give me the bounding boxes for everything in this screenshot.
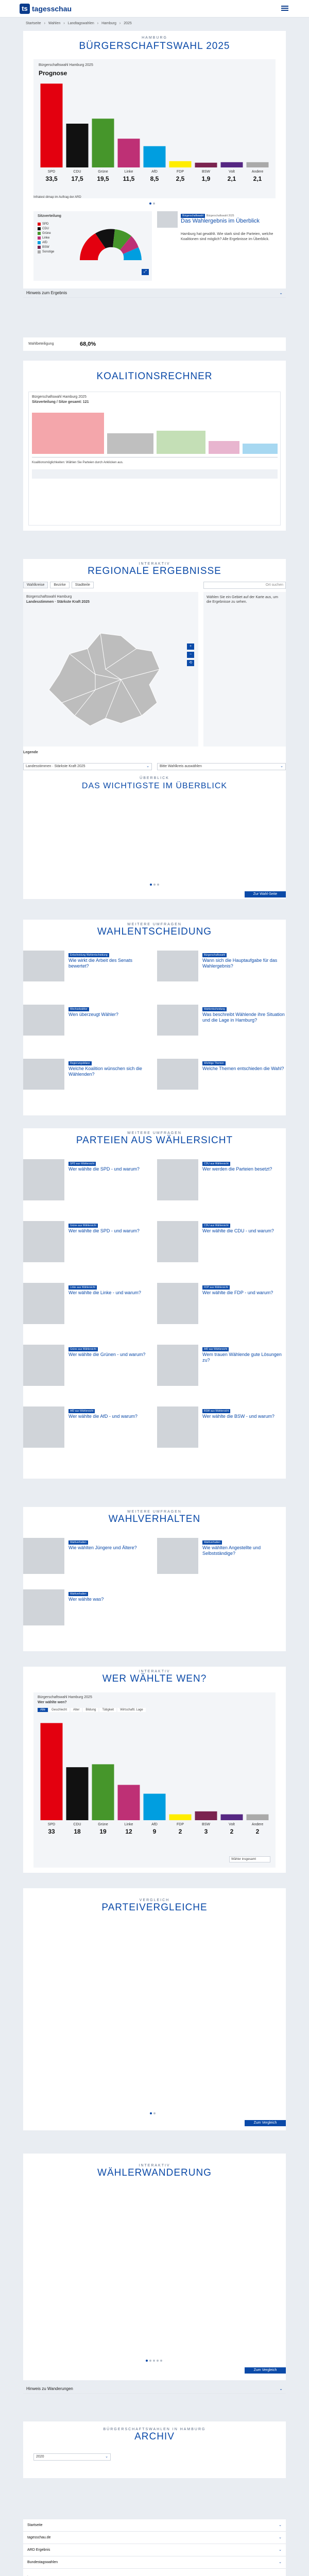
hamburg-map[interactable] bbox=[39, 613, 173, 736]
whowhom-bar-chart bbox=[39, 1717, 270, 1841]
article-kicker bbox=[68, 952, 109, 957]
regional-tabs bbox=[23, 582, 94, 588]
coalition-bar-afd[interactable] bbox=[243, 444, 278, 454]
result-bar-chart bbox=[39, 80, 270, 188]
breadcrumb: Startseite › Wahlen › Landtagswahlen › Hamburg › 2025 bbox=[26, 22, 132, 25]
carousel-dots[interactable] bbox=[149, 202, 155, 205]
article-image bbox=[157, 1406, 198, 1448]
article-image bbox=[23, 951, 64, 981]
breadcrumb-item[interactable]: Wahlen bbox=[48, 22, 61, 25]
map-info-panel bbox=[203, 592, 286, 747]
tab-alter[interactable]: Alter bbox=[71, 1708, 82, 1712]
footer-link-label: Startseite bbox=[27, 2523, 43, 2527]
archive-card bbox=[23, 2421, 286, 2478]
article-tag: Grüne aus Wählersicht bbox=[68, 1347, 98, 1351]
survey-kicker: WEITERE UMFRAGEN bbox=[127, 923, 182, 926]
bar-value: 19,5 bbox=[97, 175, 109, 182]
bar-label: Andere bbox=[251, 170, 264, 174]
article-tag: Regierungsbilanz bbox=[68, 1061, 92, 1065]
footer-link[interactable] bbox=[23, 2532, 286, 2544]
article-teaser[interactable] bbox=[23, 1283, 152, 1341]
bar-label: Andere bbox=[251, 1823, 264, 1826]
coalition-bar-cdu[interactable] bbox=[107, 433, 153, 454]
bar-value: 8,5 bbox=[150, 175, 159, 182]
coalition-title: KOALITIONSRECHNER bbox=[96, 371, 213, 382]
footer-link-label: Bundestagswahlen bbox=[27, 2561, 58, 2564]
whowhom-kicker: INTERAKTIV bbox=[139, 1670, 170, 1673]
bar-spd bbox=[41, 1723, 63, 1820]
article-image bbox=[23, 1005, 64, 1036]
article-tag: BSW aus Wählersicht bbox=[202, 1409, 230, 1413]
seat-panel bbox=[33, 211, 152, 281]
seat-semicircle bbox=[75, 222, 147, 263]
chevron-down-icon: ⌄ bbox=[146, 765, 149, 768]
migration-title: WÄHLERWANDERUNG bbox=[97, 2167, 212, 2178]
regional-kicker: INTERAKTIV bbox=[139, 562, 170, 566]
footer-link[interactable] bbox=[23, 2544, 286, 2556]
coalition-note: Koalitionsmöglichkeiten: Wählen Sie Parteien durch Anklicken aus. bbox=[32, 461, 124, 464]
article-tag: AfD aus Wählersicht bbox=[68, 1409, 95, 1413]
turnout-value: 68,0% bbox=[80, 341, 96, 347]
migration-button[interactable]: Zum Vergleich bbox=[245, 2367, 286, 2374]
article-title: Wer wählte die FDP - und warum? bbox=[202, 1290, 273, 1295]
bar-andere bbox=[247, 162, 269, 167]
partycomp-kicker: VERGLEICH bbox=[139, 1899, 170, 1902]
bar-value: 2,1 bbox=[253, 175, 262, 182]
article-title: Wer wählte die CDU - und warum? bbox=[202, 1228, 274, 1233]
bar-volt bbox=[221, 162, 243, 167]
bar-label: BSW bbox=[202, 170, 210, 174]
coalition-card bbox=[23, 361, 286, 531]
legend-label: Sonstige bbox=[42, 250, 55, 253]
breadcrumb-item[interactable]: Startseite bbox=[26, 22, 41, 25]
article-tag: Linke aus Wählersicht bbox=[68, 1285, 97, 1290]
footer bbox=[23, 2519, 286, 2576]
bar-value: 33 bbox=[48, 1828, 55, 1835]
reset-map-button[interactable]: ⟲ bbox=[187, 660, 194, 666]
legend-swatch bbox=[38, 232, 41, 235]
article-teaser[interactable] bbox=[157, 1159, 286, 1217]
bar-label: CDU bbox=[73, 1823, 81, 1826]
partycomp-card bbox=[23, 1888, 286, 2130]
coalition-bar-gruene[interactable] bbox=[157, 431, 205, 454]
legend-swatch bbox=[38, 227, 41, 230]
tab-geschlecht[interactable]: Geschlecht bbox=[49, 1708, 70, 1712]
bar-label: BSW bbox=[202, 1823, 210, 1826]
article-kicker bbox=[68, 1590, 88, 1596]
zoom-in-button[interactable]: + bbox=[187, 643, 194, 650]
breadcrumb-item[interactable]: 2025 bbox=[124, 22, 132, 25]
article-teaser[interactable] bbox=[23, 1005, 152, 1055]
article-teaser[interactable] bbox=[157, 1283, 286, 1341]
article-tag: FDP aus Wählersicht bbox=[202, 1285, 230, 1290]
whowhom-caption: Bürgerschaftswahl Hamburg 2025 bbox=[38, 1696, 92, 1699]
bar-afd bbox=[144, 146, 166, 167]
bar-label: AfD bbox=[151, 1823, 158, 1826]
bar-label: SPD bbox=[47, 1823, 56, 1826]
legend-label: Linke bbox=[42, 236, 50, 240]
article-teaser[interactable] bbox=[23, 1059, 152, 1109]
article-image bbox=[23, 1406, 64, 1448]
bar-value: 11,5 bbox=[123, 175, 135, 182]
article-tag: Wechselwähler bbox=[68, 1007, 89, 1011]
tab-wirtschaft[interactable]: Wirtschaftl. Lage bbox=[117, 1708, 146, 1712]
article-kicker bbox=[202, 1408, 230, 1413]
migration-card bbox=[23, 2154, 286, 2380]
bar-label: FDP bbox=[177, 1823, 184, 1826]
article-title: Wer wählte die Grünen - und warum? bbox=[68, 1352, 146, 1357]
map-heading: Landesstimmen · Stärkste Kraft 2025 bbox=[26, 600, 90, 604]
article-kicker bbox=[68, 1539, 88, 1545]
article-teaser[interactable] bbox=[157, 1221, 286, 1279]
seat-legend-item bbox=[38, 250, 54, 253]
logo-text: tagesschau bbox=[32, 5, 72, 13]
bar-label: Grüne bbox=[98, 170, 108, 174]
chart-caption: Bürgerschaftswahl Hamburg 2025 bbox=[39, 63, 93, 67]
coalition-heading: Sitzverteilung / Sitze gesamt: 121 bbox=[32, 400, 89, 404]
article-image bbox=[23, 1159, 64, 1200]
whowhom-panel bbox=[33, 1692, 276, 1868]
article-title: Wer wählte was? bbox=[68, 1597, 104, 1602]
article-title: Wie wirkt die Arbeit des Senats bewertet? bbox=[68, 958, 133, 969]
seat-legend-item bbox=[38, 232, 54, 235]
article-title: Welche Koalition wünschen sich die Wählenden? bbox=[68, 1066, 142, 1077]
bar-label: CDU bbox=[73, 170, 81, 174]
legend-label: BSW bbox=[42, 246, 49, 249]
legend-label: SPD bbox=[42, 223, 49, 226]
article-image bbox=[157, 1345, 198, 1386]
map-info-text: Wählen Sie ein Gebiet auf der Karte aus, um die Ergebnisse zu sehen. bbox=[207, 596, 278, 604]
bar-linke bbox=[118, 139, 140, 167]
article-image bbox=[23, 1059, 64, 1090]
article-tag: CDU aus Wählersicht bbox=[202, 1224, 230, 1228]
regional-title: REGIONALE ERGEBNISSE bbox=[88, 566, 221, 577]
article-tag: Wahlverhalten bbox=[202, 1540, 222, 1545]
whowhom-heading: Wer wählte wen? bbox=[38, 1701, 67, 1704]
overview-kicker: ÜBERBLICK bbox=[140, 776, 169, 780]
tab-stadtteile[interactable]: Stadtteile bbox=[72, 582, 94, 588]
article-title: Wem trauen Wählende gute Lösungen zu? bbox=[202, 1352, 282, 1363]
article-kicker bbox=[202, 952, 227, 957]
article-kicker bbox=[68, 1346, 98, 1351]
article-kicker bbox=[68, 1408, 95, 1413]
article-title: Wie wählten Jüngere und Ältere? bbox=[68, 1545, 137, 1550]
parties-card bbox=[23, 1128, 286, 1479]
menu-icon[interactable] bbox=[281, 6, 288, 11]
article-teaser[interactable] bbox=[157, 1005, 286, 1055]
article-tag: Wichtige Themen bbox=[202, 1061, 226, 1065]
bar-label: AfD bbox=[151, 170, 158, 174]
bar-label: SPD bbox=[47, 170, 56, 174]
overview-title: DAS WICHTIGSTE IM ÜBERBLICK bbox=[81, 782, 228, 790]
footer-link-label: ARD Ergebnis bbox=[27, 2548, 50, 2552]
bar-spd bbox=[41, 83, 63, 167]
page-title: BÜRGERSCHAFTSWAHL 2025 bbox=[79, 41, 230, 52]
article-kicker bbox=[202, 1346, 229, 1351]
chevron-down-icon: ⌄ bbox=[105, 2455, 108, 2459]
tab-alle[interactable]: Alle bbox=[38, 1708, 48, 1712]
tab-bezirke[interactable]: Bezirke bbox=[50, 582, 69, 588]
article-image bbox=[157, 951, 198, 981]
footer-link[interactable] bbox=[23, 2519, 286, 2532]
article-teaser[interactable] bbox=[23, 1159, 152, 1217]
legend-swatch bbox=[38, 236, 41, 240]
legend-label: AfD bbox=[42, 241, 48, 244]
article-kicker bbox=[68, 1060, 92, 1065]
article-teaser[interactable] bbox=[157, 1406, 286, 1464]
article-image bbox=[23, 1538, 64, 1574]
map-panel bbox=[23, 592, 198, 747]
chart-heading: Prognose bbox=[39, 70, 67, 77]
migration-note-row[interactable]: Hinweis zu Wanderungen ⌄ bbox=[23, 2384, 286, 2394]
chevron-down-icon: ⌄ bbox=[279, 291, 283, 295]
coalition-bar-spd[interactable] bbox=[32, 413, 104, 454]
overview-dots[interactable] bbox=[150, 884, 159, 886]
article-image bbox=[23, 1345, 64, 1386]
bar-value: 2,1 bbox=[227, 175, 236, 182]
bar-bsw bbox=[195, 163, 217, 167]
article-kicker bbox=[202, 1284, 230, 1290]
zoom-out-button[interactable]: − bbox=[187, 652, 194, 658]
map-legend-label: Legende bbox=[23, 751, 38, 754]
seat-caption: Sitzverteilung bbox=[38, 214, 61, 218]
chevron-down-icon: ⌄ bbox=[279, 2523, 282, 2527]
article-teaser[interactable] bbox=[157, 951, 286, 1001]
article-title: Welche Themen entschieden die Wahl? bbox=[202, 1066, 284, 1071]
bar-label: FDP bbox=[177, 170, 184, 174]
logo[interactable] bbox=[20, 4, 72, 14]
bar-value: 3 bbox=[204, 1828, 208, 1835]
breadcrumb-item[interactable]: Landtagswahlen bbox=[67, 22, 94, 25]
legend-swatch bbox=[38, 250, 41, 253]
coalition-panel bbox=[28, 392, 281, 526]
article-image bbox=[157, 1005, 198, 1036]
article-tag: Bürgerschaftswahl bbox=[202, 953, 227, 957]
chevron-down-icon: ⌄ bbox=[279, 2536, 282, 2539]
article-kicker bbox=[68, 1160, 96, 1166]
article-teaser[interactable] bbox=[157, 1538, 286, 1585]
article-image bbox=[157, 1538, 198, 1574]
breadcrumb-item[interactable]: Hamburg bbox=[101, 22, 116, 25]
legend-swatch bbox=[38, 241, 41, 244]
article-kicker bbox=[202, 1222, 230, 1228]
legend-swatch bbox=[38, 246, 41, 249]
archive-select[interactable]: 2020 ⌄ bbox=[33, 2453, 111, 2461]
article-teaser[interactable] bbox=[157, 1059, 286, 1109]
seat-legend-item bbox=[38, 236, 54, 240]
result-note-row[interactable]: Hinweis zum Ergebnis ⌄ bbox=[23, 289, 286, 298]
behavior-card bbox=[23, 1507, 286, 1651]
regional-card bbox=[23, 559, 286, 899]
article-title: Wer wählte die BSW - und warum? bbox=[202, 1414, 274, 1419]
article-teaser[interactable] bbox=[157, 1345, 286, 1402]
seat-legend bbox=[38, 223, 54, 255]
parties-title: PARTEIEN AUS WÄHLERSICHT bbox=[76, 1135, 233, 1146]
tab-wahlkreise[interactable]: Wahlkreise bbox=[23, 582, 48, 588]
article-image bbox=[157, 1283, 198, 1324]
article-image bbox=[157, 1059, 198, 1090]
parties-kicker: WEITERE UMFRAGEN bbox=[127, 1131, 182, 1135]
overview-button[interactable]: Zur Wahl-Seite bbox=[245, 891, 286, 897]
article-teaser[interactable] bbox=[23, 951, 152, 1001]
behavior-title: WAHLVERHALTEN bbox=[108, 1514, 201, 1524]
bar-value: 19 bbox=[99, 1828, 107, 1835]
behavior-kicker: WEITERE UMFRAGEN bbox=[127, 1510, 182, 1514]
article-kicker bbox=[202, 1539, 222, 1545]
teaser-title: Das Wahlergebnis im Überblick bbox=[181, 218, 260, 224]
bar-value: 9 bbox=[152, 1828, 157, 1835]
article-kicker bbox=[68, 1222, 98, 1228]
map-caption: Bürgerschaftswahl Hamburg bbox=[26, 595, 72, 599]
article-kicker bbox=[202, 1160, 230, 1166]
bar-label: Volt bbox=[229, 170, 235, 174]
archive-title: ARCHIV bbox=[134, 2431, 175, 2442]
chevron-down-icon: ⌄ bbox=[279, 2548, 282, 2552]
article-image bbox=[157, 1221, 198, 1262]
legend-label: CDU bbox=[42, 227, 49, 230]
area-select[interactable]: Bitte Wahlkreis auswählen ⌄ bbox=[157, 763, 286, 770]
bar-value: 33,5 bbox=[45, 175, 58, 182]
bar-value: 17,5 bbox=[71, 175, 83, 182]
whowhom-card bbox=[23, 1667, 286, 1873]
migration-kicker: INTERAKTIV bbox=[139, 2164, 170, 2167]
article-teaser[interactable] bbox=[23, 1589, 152, 1637]
article-image bbox=[23, 1283, 64, 1324]
coalition-result-strip bbox=[32, 469, 278, 479]
coalition-bar-linke[interactable] bbox=[209, 441, 239, 454]
bar-label: Grüne bbox=[98, 1823, 108, 1826]
bar-value: 12 bbox=[125, 1828, 132, 1835]
hero-card bbox=[23, 31, 286, 289]
article-tag: Entscheidung Wahlentscheidung bbox=[68, 953, 109, 957]
whowhom-title: WER WÄHLTE WEN? bbox=[102, 1673, 207, 1684]
article-tag: Wahlverhalten bbox=[68, 1540, 88, 1545]
whowhom-select[interactable]: Wähler insgesamt bbox=[229, 1856, 270, 1862]
top-bar bbox=[0, 0, 309, 18]
seat-legend-item bbox=[38, 227, 54, 230]
article-kicker bbox=[68, 1284, 97, 1290]
footer-link[interactable] bbox=[23, 2556, 286, 2569]
bar-value: 18 bbox=[74, 1828, 81, 1835]
article-title: Wer wählte die SPD - und warum? bbox=[68, 1166, 140, 1172]
whowhom-tabs bbox=[38, 1708, 146, 1712]
partycomp-dots[interactable] bbox=[150, 2112, 156, 2114]
article-teaser[interactable] bbox=[23, 1221, 152, 1279]
article-tag: Wahlentscheidung bbox=[202, 1007, 227, 1011]
partycomp-button[interactable]: Zum Vergleich bbox=[245, 2120, 286, 2126]
chevron-down-icon: ⌄ bbox=[279, 2561, 282, 2564]
bar-value: 2 bbox=[255, 1828, 260, 1835]
region-search-input[interactable]: Ort suchen bbox=[203, 582, 286, 589]
seat-legend-item bbox=[38, 241, 54, 244]
article-title: Wann sich die Hauptaufgabe für das Wahlergebnis? bbox=[202, 958, 278, 969]
teaser-text: Hamburg hat gewählt. Wie stark sind die Parteien, welche Koalitionen sind möglich? Alle Ergebnisse im Überblick. bbox=[181, 232, 273, 241]
bar-cdu bbox=[66, 124, 89, 167]
article-tag: AfD aus Wählersicht bbox=[202, 1347, 229, 1351]
bar-bsw bbox=[195, 1811, 217, 1820]
article-title: Wer wählte die SPD - und warum? bbox=[68, 1228, 140, 1233]
bar-fdp bbox=[169, 161, 192, 167]
bar-grüne bbox=[92, 1764, 114, 1820]
logo-mark-icon: ts bbox=[20, 4, 30, 14]
expand-button[interactable]: ⤢ bbox=[142, 269, 149, 275]
article-kicker bbox=[68, 1006, 89, 1011]
tab-bildung[interactable]: Bildung bbox=[83, 1708, 98, 1712]
article-image bbox=[23, 1589, 64, 1625]
bar-grüne bbox=[92, 118, 114, 167]
turnout-label: Wahlbeteiligung bbox=[28, 342, 54, 346]
hero-kicker: HAMBURG bbox=[142, 36, 167, 40]
seat-legend-item bbox=[38, 246, 54, 249]
article-tag: CDU aus Wählersicht bbox=[202, 1162, 230, 1166]
bar-value: 1,9 bbox=[201, 175, 211, 182]
bar-volt bbox=[221, 1815, 243, 1820]
result-chart-panel bbox=[33, 59, 276, 198]
article-image bbox=[157, 1159, 198, 1200]
chart-footnote: Infratest dimap im Auftrag der ARD bbox=[33, 196, 81, 199]
vote-select[interactable]: Landesstimmen · Stärkste Kraft 2025 ⌄ bbox=[23, 763, 152, 770]
bar-value: 2 bbox=[178, 1828, 182, 1835]
teaser-tag: Bürgerschaftswahl bbox=[181, 214, 205, 218]
result-teaser[interactable] bbox=[157, 211, 276, 281]
article-tag: SPD aus Wählersicht bbox=[68, 1162, 96, 1166]
partycomp-title: PARTEIVERGLEICHE bbox=[101, 1902, 208, 1913]
survey-title: WAHLENTSCHEIDUNG bbox=[97, 926, 212, 937]
turnout-card bbox=[23, 337, 286, 351]
footer-link-label: tagesschau.de bbox=[27, 2536, 51, 2539]
article-title: Wer wählte die Linke - und warum? bbox=[68, 1290, 141, 1295]
legend-label: Grüne bbox=[42, 232, 51, 235]
article-image bbox=[23, 1221, 64, 1262]
bar-label: Linke bbox=[124, 170, 133, 174]
article-kicker bbox=[202, 1006, 227, 1011]
article-title: Wer werden die Parteien besetzt? bbox=[202, 1166, 272, 1172]
chevron-down-icon: ⌄ bbox=[280, 765, 283, 768]
teaser-kicker: Bürgerschaftswahl 2025 bbox=[206, 214, 234, 217]
article-title: Wie wählten Angestellte und Selbstständige? bbox=[202, 1545, 261, 1556]
teaser-image bbox=[157, 211, 178, 228]
article-teaser[interactable] bbox=[23, 1345, 152, 1402]
bar-label: Volt bbox=[229, 1823, 235, 1826]
article-title: Wen überzeugt Wähler? bbox=[68, 1012, 118, 1017]
bar-linke bbox=[118, 1785, 140, 1820]
bar-afd bbox=[144, 1794, 166, 1820]
article-title: Was beschreibt Wählende ihre Situation und die Lage in Hamburg? bbox=[202, 1012, 285, 1023]
bar-label: Linke bbox=[124, 1823, 133, 1826]
article-tag: Wahlverhalten bbox=[68, 1592, 88, 1596]
migration-dots[interactable] bbox=[146, 2360, 162, 2362]
article-kicker bbox=[202, 1060, 226, 1065]
chevron-down-icon: ⌄ bbox=[279, 2386, 283, 2391]
bar-value: 2,5 bbox=[176, 175, 185, 182]
bar-andere bbox=[247, 1815, 269, 1820]
bar-value: 2 bbox=[230, 1828, 234, 1835]
seat-legend-item bbox=[38, 223, 54, 226]
legend-swatch bbox=[38, 223, 41, 226]
article-tag: Grüne aus Wählersicht bbox=[68, 1224, 98, 1228]
article-title: Wer wählte die AfD - und warum? bbox=[68, 1414, 138, 1419]
bar-fdp bbox=[169, 1815, 192, 1820]
survey-card bbox=[23, 920, 286, 1115]
archive-kicker: BÜRGERSCHAFTSWAHLEN IN HAMBURG bbox=[103, 2428, 206, 2431]
article-teaser[interactable] bbox=[23, 1406, 152, 1464]
article-teaser[interactable] bbox=[23, 1538, 152, 1585]
tab-taetigkeit[interactable]: Tätigkeit bbox=[99, 1708, 116, 1712]
bar-cdu bbox=[66, 1767, 89, 1820]
coalition-caption: Bürgerschaftswahl Hamburg 2025 bbox=[32, 395, 87, 399]
